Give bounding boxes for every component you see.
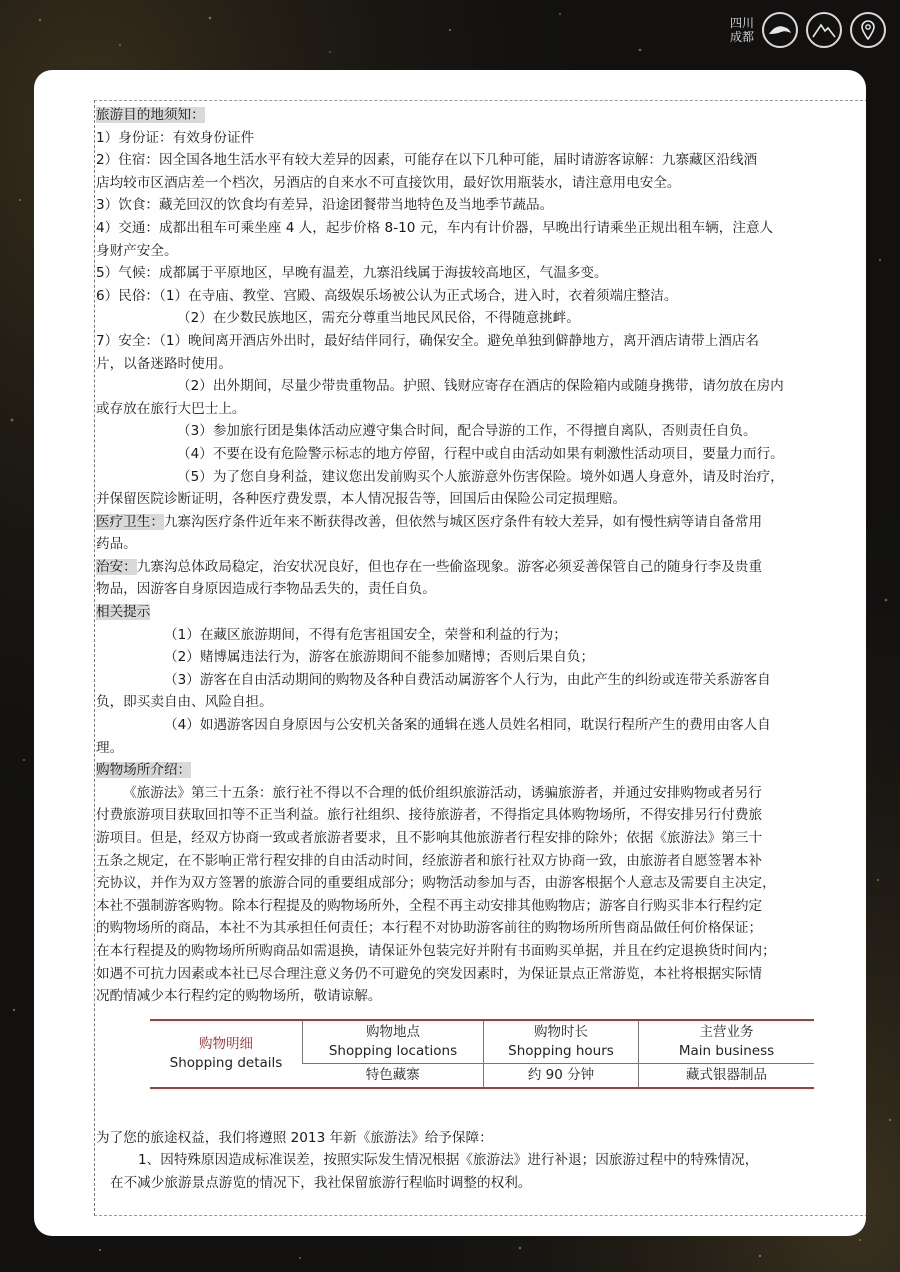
panda-logo-icon [762,12,798,48]
shopping-table [150,1019,814,1089]
tips-line: （4）如遇游客因自身原因与公安机关备案的通辑在逃人员姓名相同，耽误行程所产生的费用由客人自 [164,717,771,734]
table-header-cell [484,1020,639,1064]
shopping-table-area [96,1019,866,1127]
guide-line: （5）为了您自身利益，建议您出发前购买个人旅游意外伤害保险。境外如遇人身意外，请及时治疗， [177,468,784,485]
shopping-line: 本社不强制游客购物。除本行程提及的购物场所外，全程不再主动安排其他购物店；游客自行购买非本行程约定 [96,897,763,914]
brand-header [720,12,886,48]
shopping-line: 的购物场所的商品，本社不为其承担任何责任；本行程不对协助游客前往的购物场所所售商品做任何价格保证； [96,920,763,937]
security-line: 物品，因游客自身原因造成行李物品丢失的，责任自负。 [96,581,436,598]
shopping-line: 充协议，并作为双方签署的旅游合同的重要组成部分；购物活动参加与否，由游客根据个人意志及需要自主决定， [96,875,776,892]
guide-line: 店均较市区酒店差一个档次，另酒店的自来水不可直接饮用，最好饮用瓶装水，请注意用电安全。 [96,174,681,191]
guide-title: 旅游目的地须知： [96,107,205,123]
header-cn: 购物地点 [366,1023,420,1040]
header-en: Main business [678,1042,775,1059]
table-cell: 约 90 分钟 [484,1063,639,1088]
guide-line: 身财产安全。 [96,242,178,259]
shopping-line: 况酌情减少本行程约定的购物场所，敬请谅解。 [96,988,382,1005]
header-en: Shopping locations [328,1042,458,1059]
region-line-1: 四川 [729,16,754,30]
header-cn: 主营业务 [699,1023,754,1040]
region-label [720,16,754,44]
guide-line: 6）民俗：（1）在寺庙、教堂、宫殿、高级娱乐场被公认为正式场合，进入时，衣着须端庄整洁。 [96,287,678,304]
table-row [150,1020,814,1064]
shopping-line: 《旅游法》第三十五条：旅行社不得以不合理的低价组织旅游活动，诱骗旅游者，并通过安排购物或者另行 [123,784,762,801]
tips-line: 负，即买卖自由、风险自担。 [96,694,273,711]
tips-line: 理。 [96,739,124,756]
table-cell: 藏式银器制品 [639,1063,815,1088]
security-line: 九寨沟总体政局稳定，治安状况良好，但也存在一些偷盗现象。游客必须妥善保管自己的随身行李及贵重 [136,558,763,575]
guide-line: 7）安全：（1）晚间离开酒店外出时，最好结伴同行，确保安全。避免单独到僻静地方，离开酒店请带上酒店名 [96,332,759,349]
guide-line: （2）在少数民族地区，需充分尊重当地民风民俗，不得随意挑衅。 [177,310,580,327]
guide-line: （2）出外期间，尽量少带贵重物品。护照、钱财应寄存在酒店的保险箱内或随身携带，请勿放在房内 [177,378,784,395]
header-en: Shopping hours [508,1042,614,1059]
shopping-details-cn: 购物明细 [199,1035,253,1052]
shopping-line: 游项目。但是，经双方协商一致或者旅游者要求，且不影响其他旅游者行程安排的除外；依据《旅游法》第三十 [96,830,763,846]
table-header-cell [303,1020,484,1064]
guide-line: 1）身份证：有效身份证件 [96,129,255,146]
guide-line: （3）参加旅行团是集体活动应遵守集合时间，配合导游的工作，不得擅自离队，否则责任自负。 [177,423,757,440]
tips-line: （1）在藏区旅游期间，不得有危害祖国安全，荣誉和利益的行为； [164,626,567,643]
shopping-line: 如遇不可抗力因素或本社已尽合理注意义务仍不可避免的突发因素时，为保证景点正常游览，本社将根据实际情 [96,965,763,982]
tips-line: （2）赌博属违法行为，游客在旅游期间不能参加赌博；否则后果自负； [164,649,595,666]
shopping-details-cell [150,1020,303,1088]
security-title: 治安： [96,558,137,575]
rights-intro: 为了您的旅途权益，我们将遵照 2013 年新《旅游法》给予保障： [96,1129,493,1146]
medical-line: 药品。 [96,536,137,553]
shopping-line: 五条之规定，在不影响正常行程安排的自由活动时间，经旅游者和旅行社双方协商一致，由旅游者自愿签署本补 [96,852,763,869]
guide-line: 5）气候：成都属于平原地区，早晚有温差，九寨沿线属于海拔较高地区，气温多变。 [96,265,608,282]
medical-title: 医疗卫生： [96,513,164,530]
header-cn: 购物时长 [534,1023,588,1040]
shopping-line: 付费旅游项目获取回扣等不正当利益。旅行社组织、接待旅游者，不得指定具体购物场所，不得安排另行付费旅 [96,807,763,824]
guide-line: 3）饮食：藏羌回汉的饮食均有差异，沿途团餐带当地特色及当地季节蔬品。 [96,197,554,214]
rights-line: 1、因特殊原因造成标准误差，按照实际发生情况根据《旅游法》进行补退；因旅游过程中的特殊情况， [138,1152,759,1169]
shopping-line: 在本行程提及的购物场所所购商品如需退换，请保证外包装完好并附有书面购买单据，并且在约定退换货时间内； [96,942,776,959]
document-body [96,104,866,1195]
guide-line: 并保留医院诊断证明，各种医疗费发票，本人情况报告等，回国后由保险公司定损理赔。 [96,491,627,508]
guide-line: 4）交通：成都出租车可乘坐座 4 人，起步价格 8-10 元，车内有计价器，早晚出行请乘坐正规出租车辆，注意人 [96,219,774,236]
medical-line: 九寨沟医疗条件近年来不断获得改善，但依然与城区医疗条件有较大差异，如有慢性病等请自备常用 [163,513,763,530]
shopping-title: 购物场所介绍： [96,762,192,779]
guide-line: 或存放在旅行大巴士上。 [96,400,246,417]
guide-line: 片，以备迷路时使用。 [96,355,232,372]
shopping-details-en: Shopping details [169,1054,283,1071]
table-cell: 特色藏寨 [303,1063,484,1088]
tips-line: （3）游客在自由活动期间的购物及各种自费活动属游客个人行为，由此产生的纠纷或连带关系游客自 [164,671,771,688]
mountain-icon [806,12,842,48]
location-pin-icon [850,12,886,48]
rights-line: 在不减少旅游景点游览的情况下，我社保留旅游行程临时调整的权利。 [110,1174,532,1191]
tips-title: 相关提示 [96,604,151,621]
guide-line: （4）不要在设有危险警示标志的地方停留，行程中或自由活动如果有刺激性活动项目，要量力而行。 [177,445,784,462]
guide-line: 2）住宿：因全国各地生活水平有较大差异的因素，可能存在以下几种可能，届时请游客谅解：九寨藏区沿线酒 [96,152,758,169]
region-line-2: 成都 [729,30,754,44]
content-card [34,70,866,1236]
table-header-cell [639,1020,815,1064]
